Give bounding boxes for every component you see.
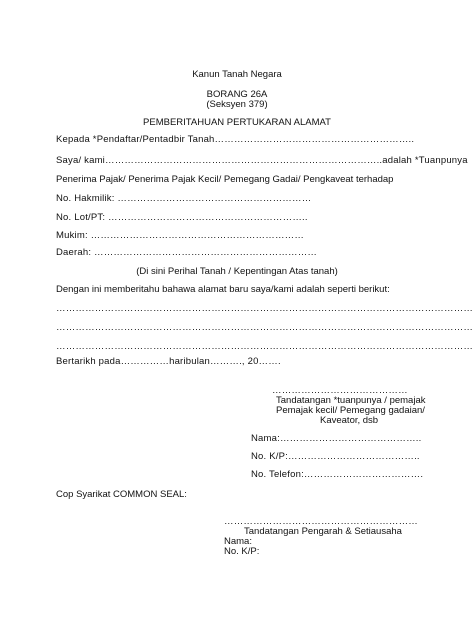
- title-number-field[interactable]: No. Hakmilik: ……………………………………………………: [56, 193, 312, 204]
- phone-field[interactable]: No. Telefon:……………………………….: [251, 469, 424, 480]
- form-number: BORANG 26A: [206, 89, 268, 100]
- lot-number-field[interactable]: No. Lot/PT: ……………………………………………………..: [56, 212, 308, 223]
- new-address-line-3[interactable]: …………………………………………………………………………………………………………………: [56, 341, 474, 352]
- land-interest-note: (Di sini Perihal Tanah / Kepentingan Atas tanah): [136, 266, 338, 277]
- owner-signature-label-1: Tandatangan *tuanpunya / pemajak: [276, 395, 426, 406]
- owner-signature-label-2: Pemajak kecil/ Pemegang gadaian/: [276, 405, 425, 416]
- new-address-line-1[interactable]: …………………………………………………………………………………………………………………: [56, 303, 474, 314]
- act-title: Kanun Tanah Negara: [192, 69, 282, 80]
- owner-signature-line[interactable]: ……………………………………: [272, 385, 408, 396]
- party-types: Penerima Pajak/ Penerima Pajak Kecil/ Pemegang Gadai/ Pengkaveat terhadap: [56, 174, 394, 185]
- company-seal-label: Cop Syarikat COMMON SEAL:: [56, 489, 187, 500]
- director-signature-label: Tandatangan Pengarah & Setiausaha: [244, 526, 402, 537]
- new-address-line-2[interactable]: …………………………………………………………………………………………………………………: [56, 322, 474, 333]
- mukim-field[interactable]: Mukim: …………………………………………………………: [56, 230, 305, 241]
- date-field[interactable]: Bertarikh pada……………haribulan………., 20…….: [56, 356, 281, 367]
- ic-number-field[interactable]: No. K/P:…………………………………..: [251, 451, 420, 462]
- director-ic-label: No. K/P:: [224, 546, 260, 557]
- form-heading: PEMBERITAHUAN PERTUKARAN ALAMAT: [143, 117, 331, 128]
- owner-signature-label-3: Kaveator, dsb: [320, 415, 379, 426]
- applicant-name-field[interactable]: Saya/ kami…………………………………………………………………………..adalah *Tuanpunya: [56, 155, 468, 166]
- form-section: (Seksyen 379): [206, 99, 268, 110]
- name-field[interactable]: Nama:……………………………………..: [251, 433, 422, 444]
- district-field[interactable]: Daerah: ……………………………………………………………: [56, 247, 318, 258]
- director-name-label: Nama:: [224, 536, 252, 547]
- notification-statement: Dengan ini memberitahu bahawa alamat baru saya/kami adalah seperti berikut:: [56, 284, 390, 295]
- addressee-field[interactable]: Kepada *Pendaftar/Pentadbir Tanah……………………………………………………..: [56, 134, 415, 145]
- director-signature-line[interactable]: ……………………………………………………: [224, 516, 418, 527]
